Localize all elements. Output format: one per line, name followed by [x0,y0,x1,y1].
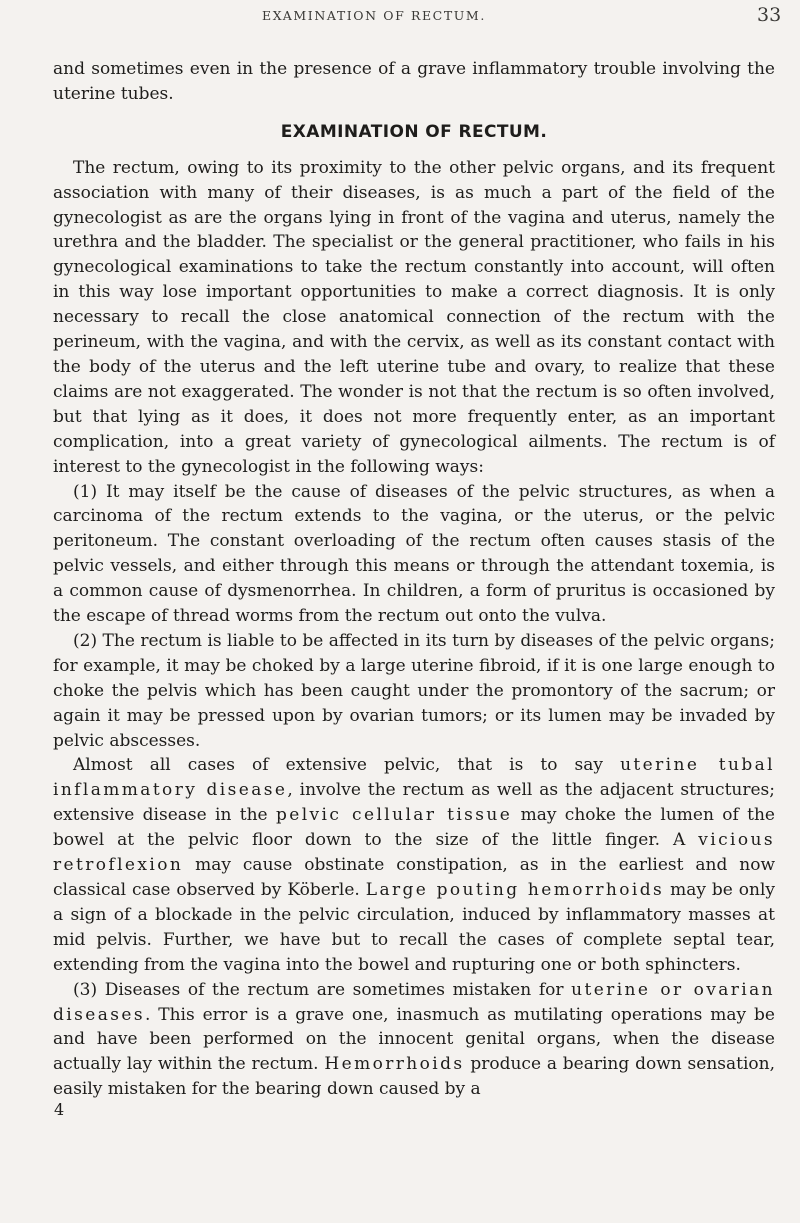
spaced-term: Large pouting hemorrhoids [365,880,665,900]
intro-paragraph: The rectum, owing to its proximity to the other pelvic organs, and its frequent association with many of their diseases, is as much a part of the field of the gynecologist as are the organs lying in front of the vagina and uterus, namely the urethra and the bladder. The specialist or the general practitioner, who fails in his gynecological examinations to take the rectum constantly into account, will often in this way lose important opportunities to make a correct diagnosis. It is only necessary to recall the close anatomical connection of the rectum with the perineum, with the vagina, and with the cervix, as well as its constant contact with the body of the uterus and the left uterine tube and ovary, to realize that these claims are not exaggerated. The wonder is not that the rectum is so often involved, but that lying as it does, it does not more frequently enter, as an important complication, into a great variety of gynecological ailments. The rectum is of interest to the gynecologist in the following ways: [53,157,775,477]
signature-mark: 4 [54,1100,65,1120]
point-3-paragraph [53,978,775,1103]
running-title: EXAMINATION OF RECTUM. [262,8,486,23]
text-run: Almost all cases of extensive pelvic, that is to say [73,755,621,776]
spaced-term: Hemorrhoids [324,1054,465,1075]
spaced-term: pelvic cellular tissue [275,805,513,826]
spaced-term: uterine tubal inflammatory disease [53,755,775,801]
spaced-term: uterine or ovarian diseases [53,979,775,1025]
text-run: , involve the rectum as well as the adjacent structures; extensive disease in the [53,780,775,826]
page-number: 33 [757,4,782,26]
almost-all-cases-paragraph [53,753,775,977]
text-run: may cause obstinate constipation, as in the earliest and now classical case observed by Köberle. [53,855,775,900]
spaced-term: vicious retroflexion [53,830,775,876]
text-run: (3) Diseases of the rectum are sometimes mistaken for [73,979,572,1000]
section-heading: EXAMINATION OF RECTUM. [280,121,548,142]
point-1-paragraph: (1) It may itself be the cause of diseases of the pelvic structures, as when a carcinoma of the rectum extends to the vagina, or the uterus, or the pelvic peritoneum. The constant overloading of the rectum often causes stasis of the pelvic vessels, and either through this means or through the attendant toxemia, is a common cause of dysmenorrhea. In children, a form of pruritus is occasioned by the escape of thread worms from the rectum out onto the vulva. [53,481,775,627]
page-body [53,57,775,1123]
text-run: produce a bearing down sensation, easily mistaken for the bearing down caused by a [53,1054,775,1100]
text-run: may choke the lumen of the bowel at the pelvic floor down to the size of the little finger. A [53,805,775,851]
text-run: . This error is a grave one, inasmuch as mutilating operations may be and have been performed on the innocent genital organs, when the disease actually lay within the rectum. [53,1004,775,1075]
continuation-paragraph: and sometimes even in the presence of a grave inflammatory trouble involving the uterine tubes. [53,59,775,104]
text-run: may be only a sign of a blockade in the pelvic circulation, induced by inflammatory masses at mid pelvis. Further, we have but to recall the cases of complete septal tear, extending from the vagina into the bowel and rupturing one or both sphincters. [53,880,775,975]
point-2-paragraph: (2) The rectum is liable to be affected in its turn by diseases of the pelvic organs; for example, it may be choked by a large uterine fibroid, if it is one large enough to choke the pelvis which has been caught under the promontory of the sacrum; or again it may be pressed upon by ovarian tumors; or its lumen may be invaded by pelvic abscesses. [53,630,775,751]
